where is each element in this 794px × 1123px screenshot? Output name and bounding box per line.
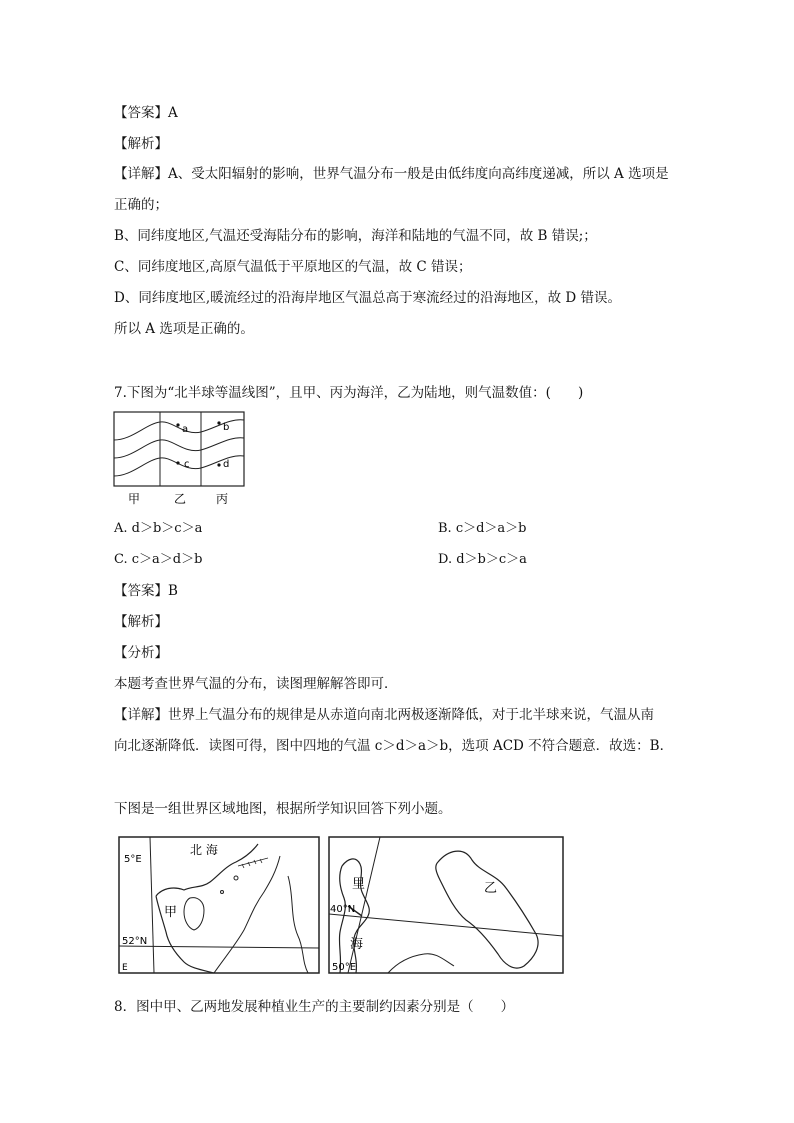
map-right-sea-label-bottom: 海 <box>350 937 364 952</box>
q7-fenxi-heading: 【分析】 <box>114 645 168 661</box>
map-right-sea-label-top: 里 <box>352 877 366 892</box>
map-left-edge-label: E <box>122 963 128 973</box>
map-right-lon-label: 50°E <box>332 962 357 973</box>
q6-option-b-explanation: B、同纬度地区,气温还受海陆分布的影响，海洋和陆地的气温不同，故 B 错误;； <box>114 228 597 244</box>
point-d-marker <box>217 463 220 466</box>
point-c-marker <box>176 461 179 464</box>
region-jia-label: 甲 <box>128 492 141 506</box>
point-b-marker <box>217 421 220 424</box>
point-c-label: c <box>184 459 190 470</box>
q6-option-c-explanation: C、同纬度地区,高原气温低于平原地区的气温，故 C 错误； <box>114 259 472 275</box>
point-d-label: d <box>223 459 230 470</box>
map-right-caspian <box>328 836 564 974</box>
isotherm-line-2 <box>114 438 244 458</box>
q6-detail-line-1: 【详解】A、受太阳辐射的影响，世界气温分布一般是由低纬度向高纬度递减，所以 A 选项是 <box>114 166 669 182</box>
q7-detail-line-2: 向北逐渐降低．读图可得，图中四地的气温 c＞d＞a＞b，选项 ACD 不符合题意．故选：B． <box>114 738 674 754</box>
q7-option-c: C. c＞a＞d＞b <box>114 552 203 567</box>
region-yi-label: 乙 <box>174 492 187 506</box>
region-bing-label: 丙 <box>216 492 229 506</box>
map-left-lon-label: 5°E <box>124 854 142 865</box>
point-a-label: a <box>182 424 189 435</box>
q7-option-d: D. d＞b＞c＞a <box>438 552 527 567</box>
q6-detail-line-2: 正确的； <box>114 197 168 213</box>
q6-analysis-heading: 【解析】 <box>114 136 168 152</box>
q7-option-a: A. d＞b＞c＞a <box>114 521 203 536</box>
q6-option-d-explanation: D、同纬度地区,暖流经过的沿海岸地区气温总高于寒流经过的沿海地区，故 D 错误。 <box>114 290 622 306</box>
q7-question: 7.下图为“北半球等温线图”，且甲、丙为海洋，乙为陆地，则气温数值：( ) <box>114 385 584 401</box>
map-left-sea-label: 北 海 <box>190 843 218 857</box>
q6-answer: 【答案】A <box>114 105 178 121</box>
map-left-region-label: 甲 <box>164 905 178 920</box>
map-left-lat-label: 52°N <box>122 936 148 947</box>
point-b-label: b <box>223 422 230 433</box>
map-right-region-label: 乙 <box>484 881 498 896</box>
map-group-intro: 下图是一组世界区域地图，根据所学知识回答下列小题。 <box>114 801 452 817</box>
q7-answer: 【答案】B <box>114 583 178 599</box>
isotherm-figure <box>112 410 248 510</box>
map-left-netherlands <box>118 836 320 974</box>
q7-topic: 本题考查世界气温的分布，读图理解解答即可． <box>114 676 398 692</box>
q6-conclusion: 所以 A 选项是正确的。 <box>114 321 254 337</box>
q8-question: 8．图中甲、乙两地发展种植业生产的主要制约因素分别是（ ） <box>114 999 515 1015</box>
q7-option-b: B. c＞d＞a＞b <box>438 521 527 536</box>
q7-detail-line-1: 【详解】世界上气温分布的规律是从赤道向南北两极逐渐降低，对于北半球来说，气温从南 <box>114 707 654 723</box>
point-a-marker <box>176 423 179 426</box>
map-right-lat-label: 40°N <box>330 904 356 915</box>
q7-analysis-heading: 【解析】 <box>114 614 168 630</box>
